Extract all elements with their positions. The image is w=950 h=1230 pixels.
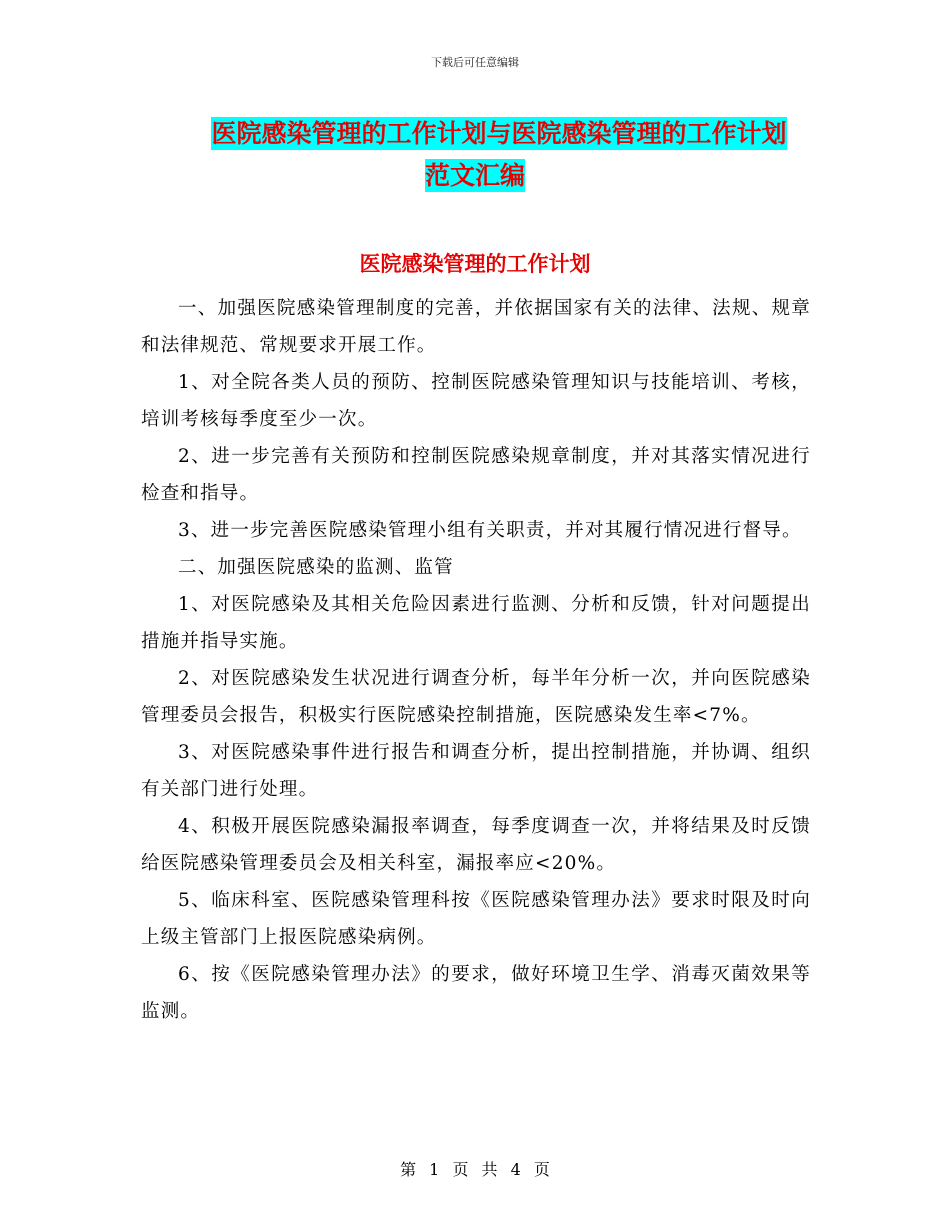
section-title: 医院感染管理的工作计划: [359, 252, 591, 276]
paragraph: 一、加强医院感染管理制度的完善，并依据国家有关的法律、法规、规章和法律规范、常规要求开展工作。: [141, 298, 811, 356]
paragraph: 4、积极开展医院感染漏报率调查，每季度调查一次，并将结果及时反馈给医院感染管理委员会及相关科室，漏报率应<20%。: [141, 816, 811, 874]
paragraph: 3、对医院感染事件进行报告和调查分析，提出控制措施，并协调、组织有关部门进行处理。: [141, 742, 811, 800]
document-title-line-1: [0, 114, 950, 150]
paragraph: 5、临床科室、医院感染管理科按《医院感染管理办法》要求时限及时向上级主管部门上报医院感染病例。: [141, 890, 811, 948]
paragraph: 1、对全院各类人员的预防、控制医院感染管理知识与技能培训、考核，培训考核每季度至少一次。: [141, 372, 811, 430]
paragraph: 2、进一步完善有关预防和控制医院感染规章制度，并对其落实情况进行检查和指导。: [141, 446, 811, 504]
paragraph: 2、对医院感染发生状况进行调查分析，每半年分析一次，并向医院感染管理委员会报告，积极实行医院感染控制措施，医院感染发生率<7%。: [141, 668, 811, 726]
document-body: [141, 290, 811, 1030]
document-title-text-2: 范文汇编: [424, 161, 525, 190]
paragraph: 1、对医院感染及其相关危险因素进行监测、分析和反馈，针对问题提出措施并指导实施。: [141, 594, 811, 652]
paragraph: 二、加强医院感染的监测、监管: [178, 557, 454, 578]
paragraph: 3、进一步完善医院感染管理小组有关职责，并对其履行情况进行督导。: [178, 520, 802, 541]
document-title-text-1: 医院感染管理的工作计划与医院感染管理的工作计划: [211, 119, 787, 148]
page-footer: 第 1 页 共 4 页: [400, 1160, 550, 1179]
page-header-note: 下载后可任意编辑: [431, 56, 519, 69]
document-title-line-2: [0, 156, 950, 192]
paragraph: 6、按《医院感染管理办法》的要求，做好环境卫生学、消毒灭菌效果等监测。: [141, 964, 811, 1022]
